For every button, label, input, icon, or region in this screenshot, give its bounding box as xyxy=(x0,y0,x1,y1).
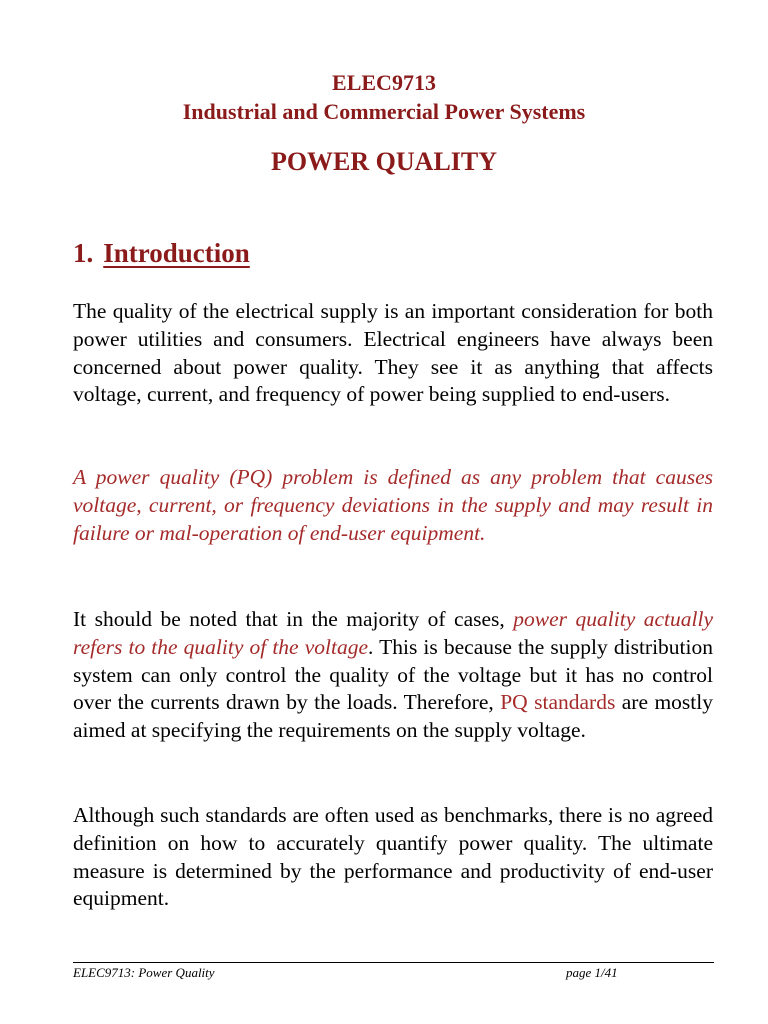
section-title: Introduction xyxy=(103,238,250,268)
footer-course-label: ELEC9713: Power Quality xyxy=(73,965,215,980)
benchmarks-paragraph: Although such standards are often used as benchmarks, there is no agreed definition on how to accurately quantify power quality. The ultimate measure is determined by the performance and productivity of end-user equipment. xyxy=(73,803,713,911)
voltage-quality-paragraph xyxy=(73,606,713,745)
course-title: Industrial and Commercial Power Systems xyxy=(182,99,586,124)
course-code: ELEC9713 xyxy=(332,70,436,95)
section-number: 1. xyxy=(73,238,94,268)
footer-divider xyxy=(73,962,714,963)
pq-definition-paragraph: A power quality (PQ) problem is defined as any problem that causes voltage, current, or frequency deviations in the supply and may result in failure or mal-operation of end-user equipment. xyxy=(73,465,713,545)
document-title: POWER QUALITY xyxy=(270,147,498,176)
section-heading xyxy=(73,236,250,270)
voltage-paragraph-text-2: . This is because the supply distribution system can only control the quality of the voltage but it has no control over the currents drawn by the loads. Therefore, xyxy=(73,634,713,715)
voltage-paragraph-text-1: It should be noted that in the majority of cases, xyxy=(73,607,514,631)
pq-standards-term: PQ standards xyxy=(500,690,616,715)
voltage-paragraph-text-3: are mostly aimed at specifying the requirements on the supply voltage. xyxy=(73,690,713,743)
footer-page-number: page 1/41 xyxy=(566,965,618,980)
voltage-quality-highlight: power quality actually refers to the quality of the voltage xyxy=(73,607,714,659)
intro-paragraph: The quality of the electrical supply is an important consideration for both power utilities and consumers. Electrical engineers have always been concerned about power quality. They see it as anything that affects voltage, current, and frequency of power being supplied to end-users. xyxy=(73,299,713,407)
